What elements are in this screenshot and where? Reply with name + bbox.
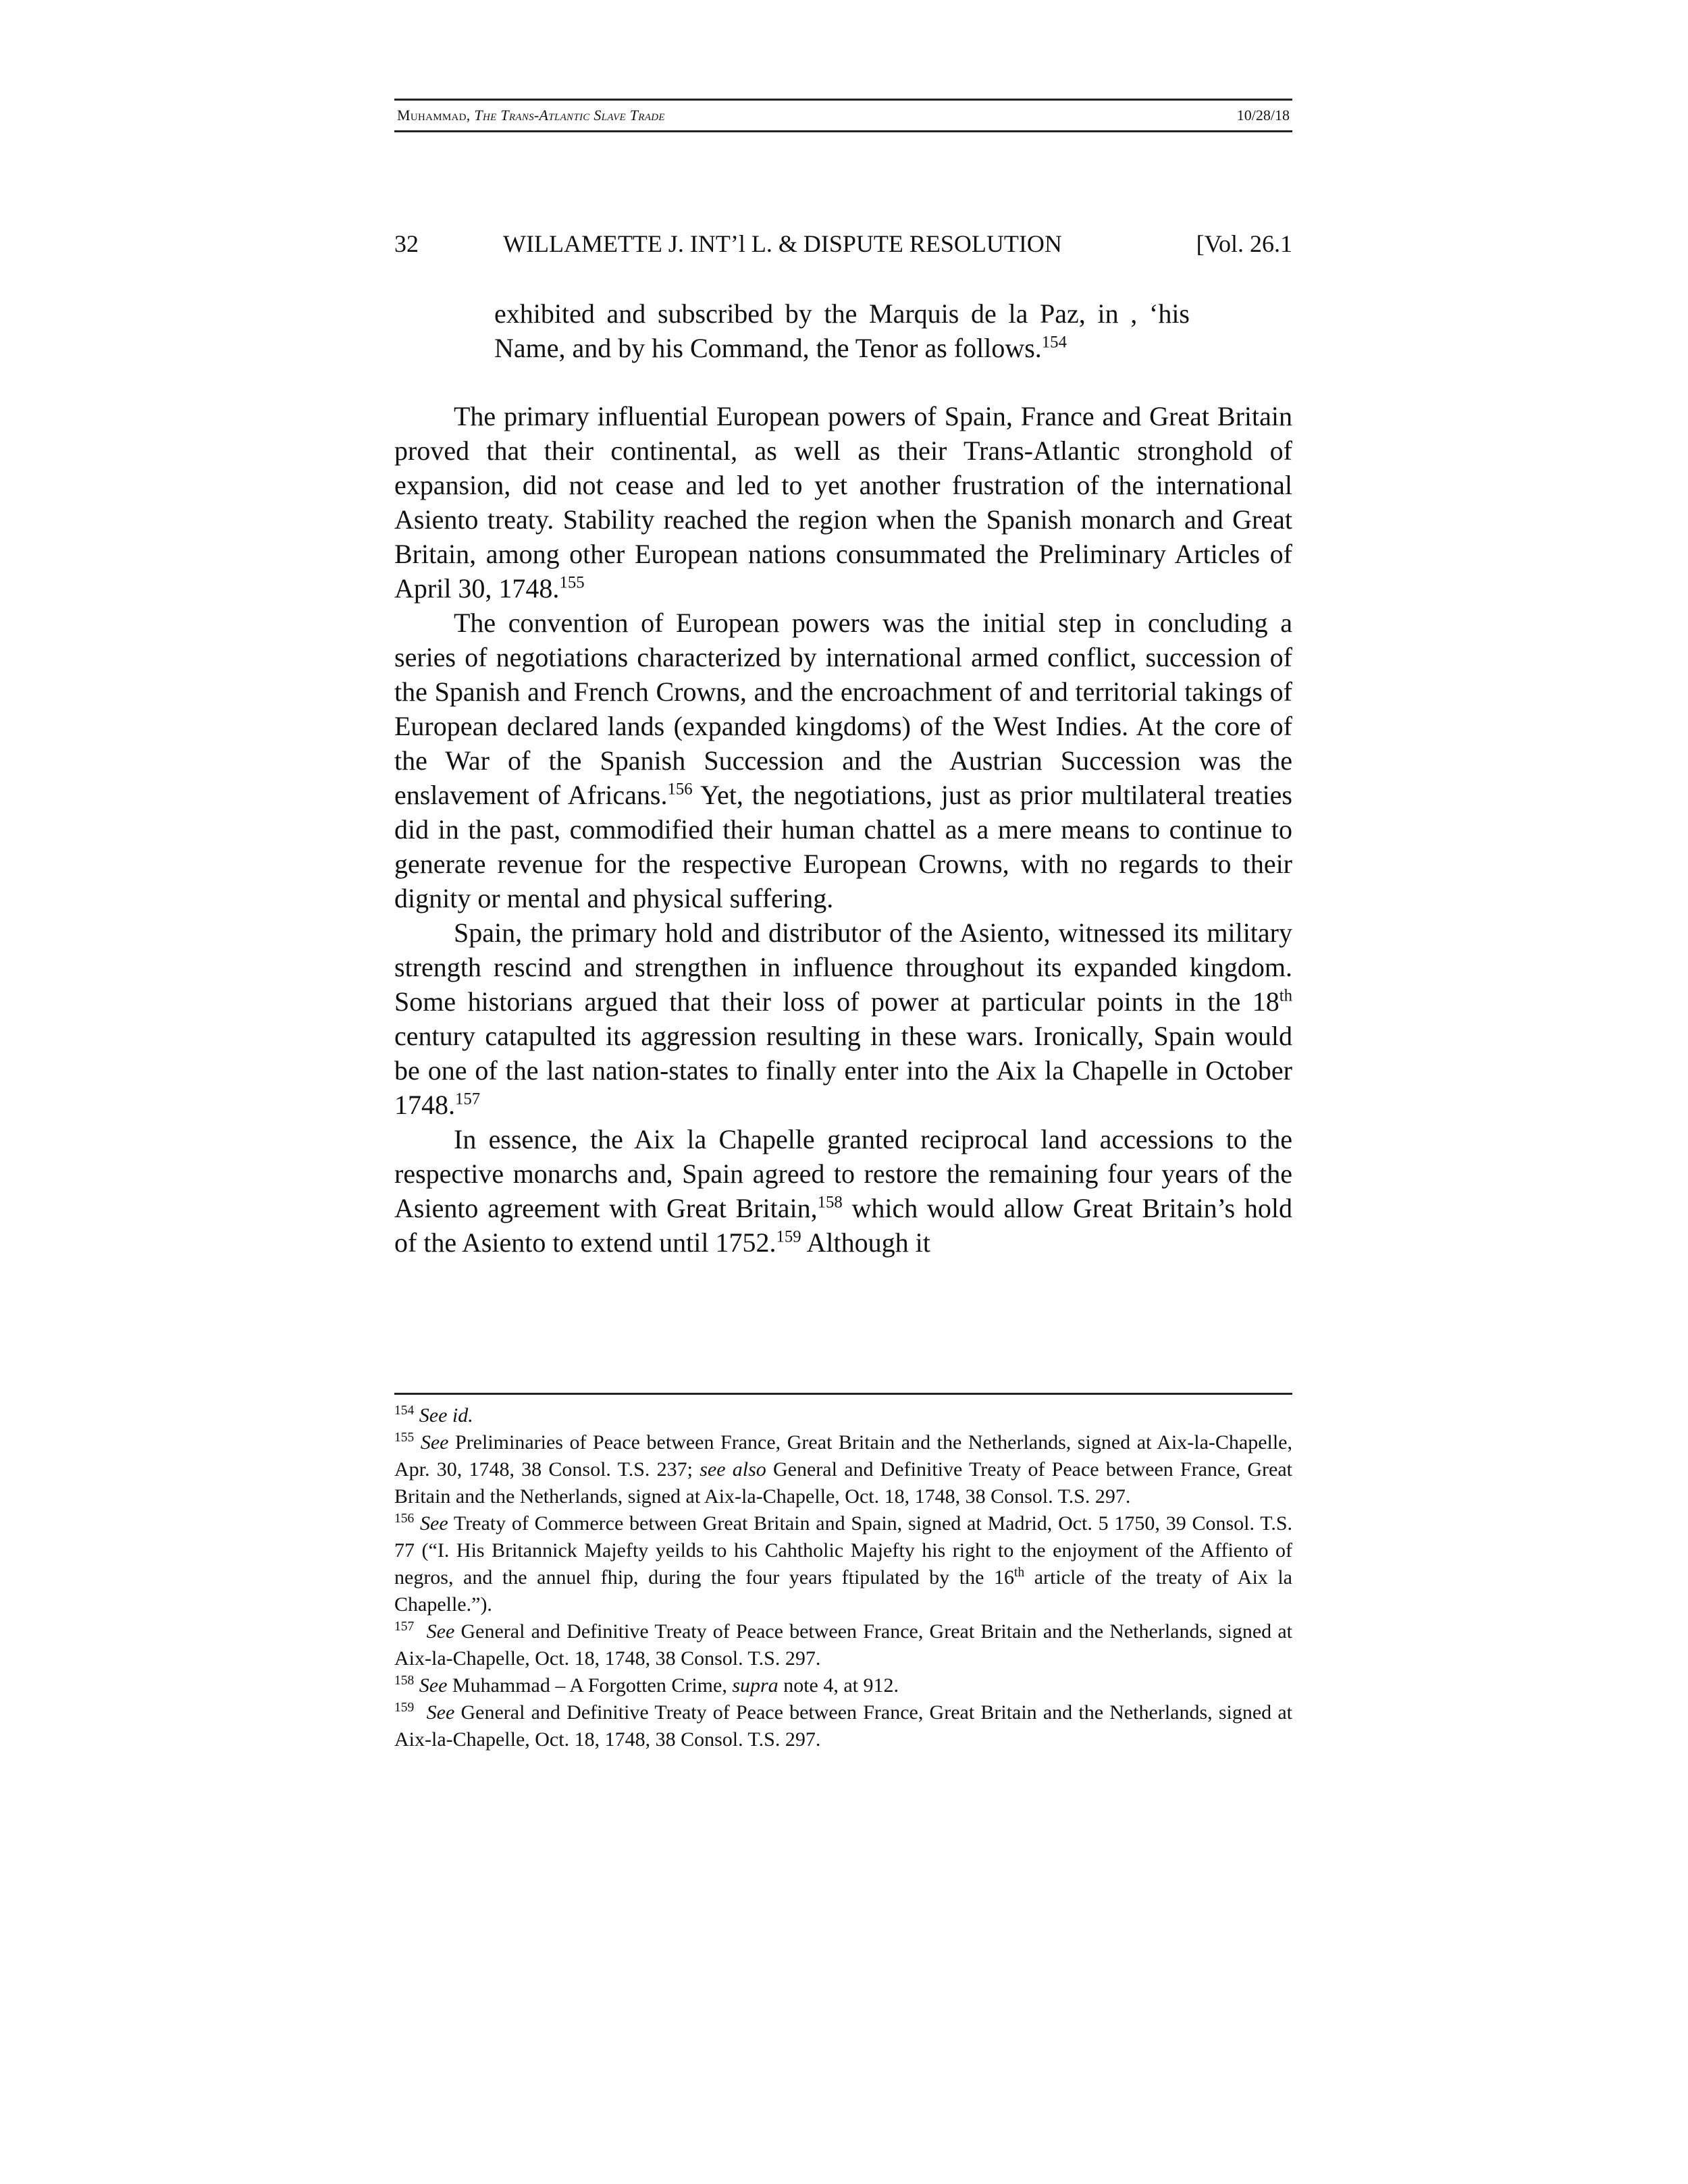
footnote-signal: see also — [700, 1458, 766, 1481]
footnote-text: General and Definitive Treaty of Peace between France, Great Britain and the Netherlands, signed at Aix-la-Chapelle, Oct. 18, 1748, 38 Consol. T.S. 297. — [394, 1620, 1293, 1670]
ordinal-suffix: th — [1013, 1566, 1025, 1580]
footnote-signal: See — [420, 1431, 449, 1454]
paragraph-text: century catapulted its aggression resulting in these wars. Ironically, Spain would be one of the last nation-states to finally enter into the Aix la Chapelle in October 1748. — [394, 1021, 1292, 1120]
footnote-signal: See id. — [419, 1404, 473, 1427]
paragraph-text: Although it — [801, 1227, 930, 1258]
running-header-left — [397, 101, 665, 130]
footnote-signal: See — [419, 1674, 448, 1697]
footnote-number: 155 — [394, 1431, 415, 1445]
running-header-title: The Trans-Atlantic Slave Trade — [474, 107, 665, 124]
footnote-ref[interactable]: 157 — [455, 1090, 481, 1109]
paragraph-text: The convention of European powers was the initial step in concluding a series of negotiations characterized by international armed conflict, succession of the Spanish and French Crowns, and the encroachment of and territorial takings of European declared lands (expanded kingdoms) of the West Indies. At the core of the War of the Spanish Succession and the Austrian Succession was the enslavement of Africans. — [394, 608, 1292, 810]
body-text — [394, 399, 1292, 1260]
footnote-number: 154 — [394, 1404, 415, 1418]
footnote-158 — [394, 1672, 1292, 1699]
footnote-ref[interactable]: 155 — [559, 573, 585, 592]
footnote-text: article of the treaty of Aix la Chapelle.”). — [394, 1566, 1292, 1616]
paragraph — [394, 399, 1292, 606]
footnote-text: General and Definitive Treaty of Peace between France, Great Britain and the Netherlands, signed at Aix-la-Chapelle, Oct. 18, 1748, 38 Consol. T.S. 297. — [394, 1458, 1292, 1508]
paragraph — [394, 606, 1292, 915]
footnote-ref[interactable]: 154 — [1041, 333, 1067, 352]
footnote-154 — [394, 1402, 1292, 1429]
footnotes — [394, 1402, 1292, 1753]
footnote-text: General and Definitive Treaty of Peace between France, Great Britain and the Netherlands, signed at Aix-la-Chapelle, Oct. 18, 1748, 38 Consol. T.S. 297. — [394, 1701, 1293, 1751]
page-header — [394, 227, 1292, 261]
paragraph-text: In essence, the Aix la Chapelle granted reciprocal land accessions to the respective monarchs and, Spain agreed to restore the remaining four years of the Asiento agreement with Great Britain, — [394, 1124, 1292, 1223]
journal-title: WILLAMETTE J. INT’l L. & DISPUTE RESOLUTION — [503, 230, 1062, 257]
footnote-text: note 4, at 912. — [778, 1674, 899, 1697]
footnote-ref[interactable]: 159 — [776, 1227, 801, 1246]
block-quote-text — [494, 297, 1190, 365]
paragraph-text: Spain, the primary hold and distributor of the Asiento, witnessed its military strength rescind and strengthen in influence throughout its expanded kingdom. Some historians argued that their loss of power at particular points in the 18 — [394, 917, 1292, 1017]
footnote-number: 156 — [394, 1512, 415, 1526]
footnote-155 — [394, 1429, 1292, 1510]
block-quote — [494, 297, 1190, 365]
footnote-number: 157 — [394, 1620, 415, 1634]
paragraph — [394, 1122, 1292, 1260]
volume-label: [Vol. 26.1 — [1196, 230, 1292, 257]
paragraph-text: which would allow Great Britain’s hold of the Asiento to extend until 1752. — [394, 1193, 1293, 1258]
footnote-text: Muhammad – A Forgotten Crime, — [447, 1674, 733, 1697]
running-header — [394, 99, 1292, 132]
footnote-ref[interactable]: 158 — [817, 1193, 843, 1212]
paragraph-text: The primary influential European powers of Spain, France and Great Britain proved that their continental, as well as their Trans-Atlantic stronghold of expansion, did not cease and led to yet another frustration of the international Asiento treaty. Stability reached the region when the Spanish monarch and Great Britain, among other European nations consummated the Preliminary Articles of April 30, 1748. — [394, 401, 1292, 604]
ordinal-suffix: th — [1279, 986, 1292, 1005]
page-number: 32 — [394, 230, 419, 257]
paragraph — [394, 915, 1292, 1122]
footnote-text: Preliminaries of Peace between France, Great Britain and the Netherlands, signed at Aix-la-Chapelle, Apr. 30, 1748, 38 Consol. T.S. 237; — [394, 1431, 1293, 1481]
running-header-author: Muhammad, — [397, 107, 471, 124]
footnote-signal: See — [420, 1512, 448, 1535]
footnote-number: 158 — [394, 1674, 415, 1688]
footnote-ref[interactable]: 156 — [667, 780, 693, 799]
footnote-157 — [394, 1618, 1292, 1672]
running-header-date: 10/28/18 — [1236, 107, 1290, 124]
footnote-156 — [394, 1510, 1292, 1618]
footnote-signal: See — [426, 1701, 455, 1724]
block-quote-body: exhibited and subscribed by the Marquis de la Paz, in , ‘his Name, and by his Command, the Tenor as follows. — [494, 298, 1190, 363]
footnote-signal: supra — [732, 1674, 779, 1697]
paragraph-text: Yet, the negotiations, just as prior multilateral treaties did in the past, commodified their human chattel as a mere means to continue to generate revenue for the respective European Crowns, with no regards to their dignity or mental and physical suffering. — [394, 780, 1293, 913]
footnote-159 — [394, 1699, 1292, 1753]
footnote-text: Treaty of Commerce between Great Britain and Spain, signed at Madrid, Oct. 5 1750, 39 Consol. T.S. 77 (“I. His Britannick Majefty yeilds to his Cahtholic Majefty his right to the enjoyment of the Affiento of negros, and the annuel fhip, during the four years ftipulated by the 16 — [394, 1512, 1293, 1589]
footnote-signal: See — [426, 1620, 455, 1643]
footnote-divider — [394, 1393, 1292, 1395]
footnote-number: 159 — [394, 1701, 415, 1715]
